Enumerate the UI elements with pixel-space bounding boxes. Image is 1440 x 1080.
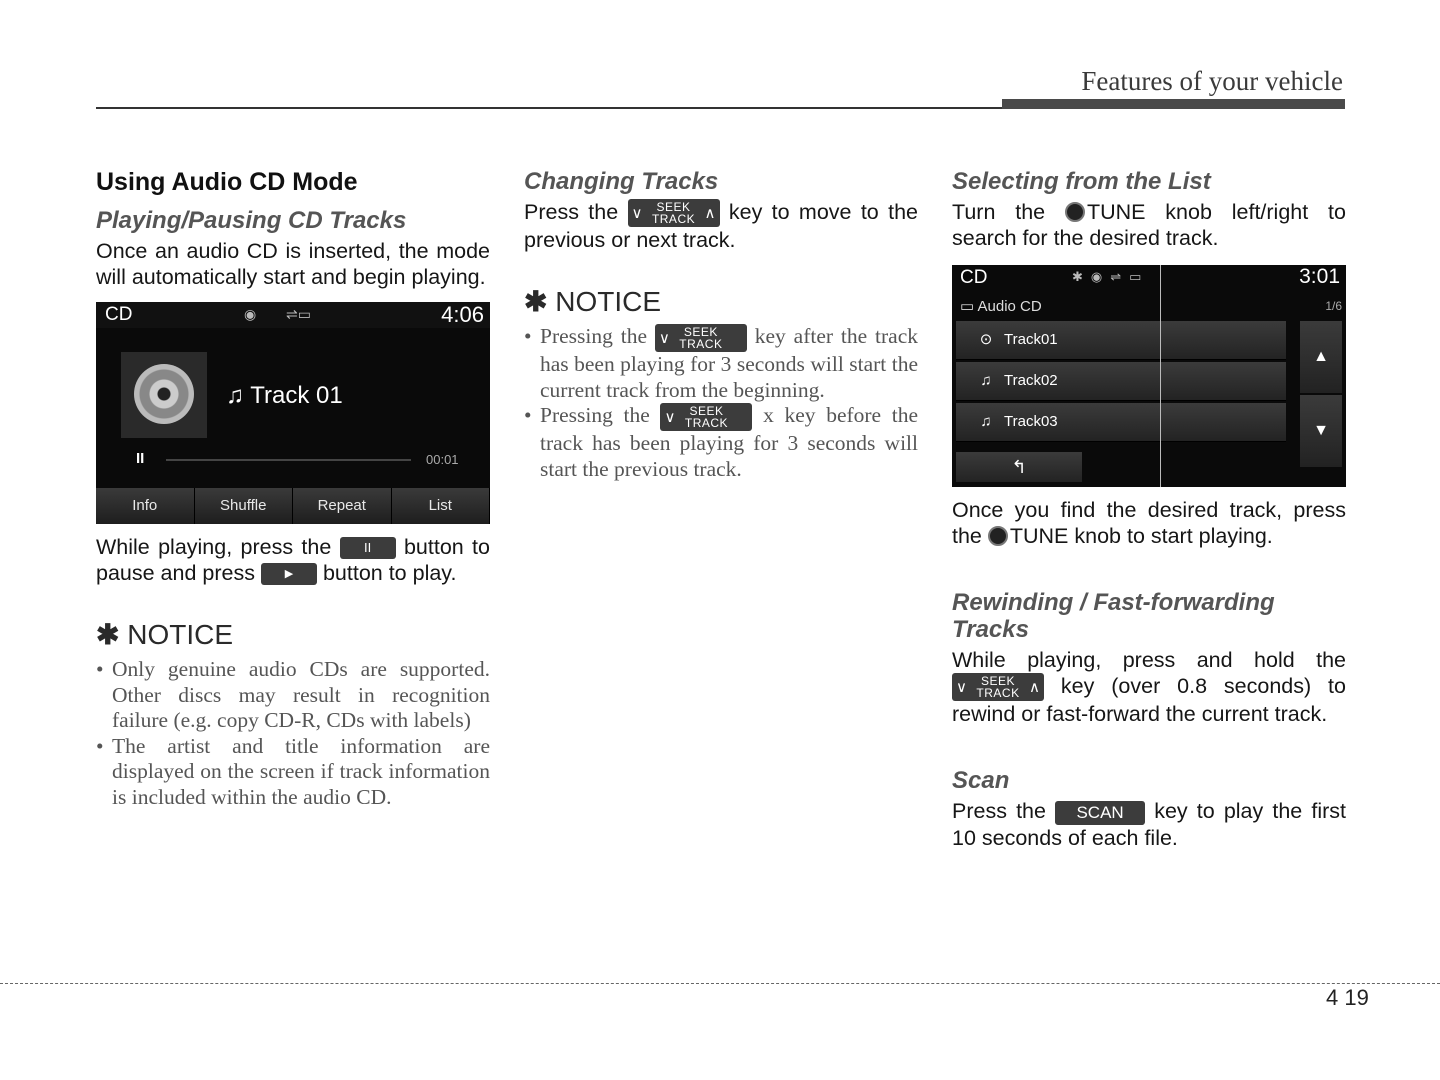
cd-playing-screen <box>96 302 490 524</box>
paragraph-press-tune: Once you find the desired track, press the TUNE knob to start playing. <box>952 498 1346 548</box>
play-position: 00:01 <box>426 452 459 467</box>
source-label: CD <box>960 267 988 288</box>
list-button[interactable]: List <box>392 488 491 524</box>
column-3 <box>952 168 1346 851</box>
paragraph-changing-tracks: Press the ∨ SEEK TRACK ∧ key to move to the previous or next track. <box>524 200 918 253</box>
notice-item: • Pressing the ∨ SEEK TRACK x key before the track has been playing for 3 seconds will start the previous track. <box>524 403 918 482</box>
tune-knob-icon <box>988 526 1008 546</box>
track-title: ♫ Track 01 <box>226 382 343 409</box>
footer-rule <box>0 983 1440 984</box>
clock: 3:01 <box>1299 265 1340 288</box>
running-header: Features of your vehicle <box>1081 66 1343 96</box>
page-indicator: 1/6 <box>1325 299 1342 313</box>
paragraph-cd-inserted: Once an audio CD is inserted, the mode will automatically start and begin playing. <box>96 239 490 289</box>
shuffle-button[interactable]: Shuffle <box>195 488 294 524</box>
status-icons: ✱◉⇌▭ <box>1072 269 1150 284</box>
notice-list <box>524 324 918 482</box>
asterisk-icon: ✱ <box>524 286 548 318</box>
notice-item: • The artist and title information are displayed on the screen if track information is included within the audio CD. <box>96 734 490 811</box>
column-2 <box>524 168 918 482</box>
folder-icon: ▭ <box>960 298 978 315</box>
tune-knob-icon <box>1065 202 1085 222</box>
subheading-scan: Scan <box>952 767 1010 795</box>
seek-track-down-key-icon: ∨ SEEK TRACK <box>660 403 752 431</box>
repeat-button[interactable]: Repeat <box>293 488 392 524</box>
notice-heading: ✱ NOTICE <box>96 619 234 650</box>
paragraph-rewinding: While playing, press and hold the ∨ SEEK TRACK ∧ key (over 0.8 seconds) to rewind or fast-forward the current track. <box>952 648 1346 727</box>
back-button[interactable] <box>956 452 1082 482</box>
usb-icon: ⇌▭ <box>286 306 311 322</box>
seek-track-key-icon: ∨ SEEK TRACK ∧ <box>952 673 1044 701</box>
pause-key-icon: II <box>340 537 396 559</box>
cd-disc-icon <box>134 364 194 424</box>
clock: 4:06 <box>441 302 484 327</box>
notice-list <box>96 657 490 810</box>
notice-item: • Pressing the ∨ SEEK TRACK key after the track has been playing for 3 seconds will start the current track from the beginning. <box>524 324 918 403</box>
scroll-down-button[interactable]: ▼ <box>1300 395 1342 467</box>
column-1 <box>96 168 490 810</box>
seek-track-down-key-icon: ∨ SEEK TRACK <box>655 324 747 352</box>
seek-track-key-icon: ∨ SEEK TRACK ∧ <box>628 199 720 227</box>
list-item[interactable]: ♫ Track02 <box>956 362 1286 401</box>
list-item[interactable]: ⊙ Track01 <box>956 321 1286 360</box>
paragraph-turn-tune: Turn the TUNE knob left/right to search for the desired track. <box>952 200 1346 250</box>
cd-list-screen <box>952 265 1346 487</box>
scan-key-icon: SCAN <box>1055 801 1145 825</box>
back-arrow-icon: ↰ <box>1011 457 1027 477</box>
subheading-rewinding: Rewinding / Fast-forwarding Tracks <box>952 589 1275 643</box>
paragraph-pause-play: While playing, press the II button to pause and press ▶ button to play. <box>96 535 490 585</box>
asterisk-icon: ✱ <box>96 619 120 650</box>
paragraph-scan: Press the SCAN key to play the first 10 seconds of each file. <box>952 799 1347 850</box>
play-circle-icon: ⊙ <box>979 331 993 348</box>
progress-bar[interactable] <box>166 459 411 461</box>
pause-icon[interactable]: II <box>136 450 145 467</box>
subheading-playing-pausing: Playing/Pausing CD Tracks <box>96 207 407 234</box>
divider-line <box>1160 265 1161 487</box>
page-number: 4 19 <box>1326 985 1369 1010</box>
music-note-icon: ♫ <box>980 413 992 430</box>
section-heading: Using Audio CD Mode <box>96 168 358 196</box>
music-note-icon: ♫ <box>980 372 992 389</box>
list-item[interactable]: ♫ Track03 <box>956 403 1286 442</box>
scroll-up-button[interactable]: ▲ <box>1300 321 1342 393</box>
disc-icon: ◉ <box>244 306 257 322</box>
screen-buttons <box>96 488 490 524</box>
info-button[interactable]: Info <box>96 488 195 524</box>
folder-label: ▭ Audio CD <box>960 298 1042 315</box>
header-bar <box>1002 99 1345 109</box>
notice-heading: ✱ NOTICE <box>524 286 662 318</box>
subheading-changing-tracks: Changing Tracks <box>524 168 719 195</box>
play-key-icon: ▶ <box>261 563 317 585</box>
music-note-icon: ♫ <box>226 382 251 409</box>
subheading-selecting-list: Selecting from the List <box>952 168 1211 195</box>
notice-item: • Only genuine audio CDs are supported. Other discs may result in recognition failure (e.g. copy CD-R, CDs with labels) <box>96 657 490 734</box>
source-label: CD <box>105 304 133 325</box>
